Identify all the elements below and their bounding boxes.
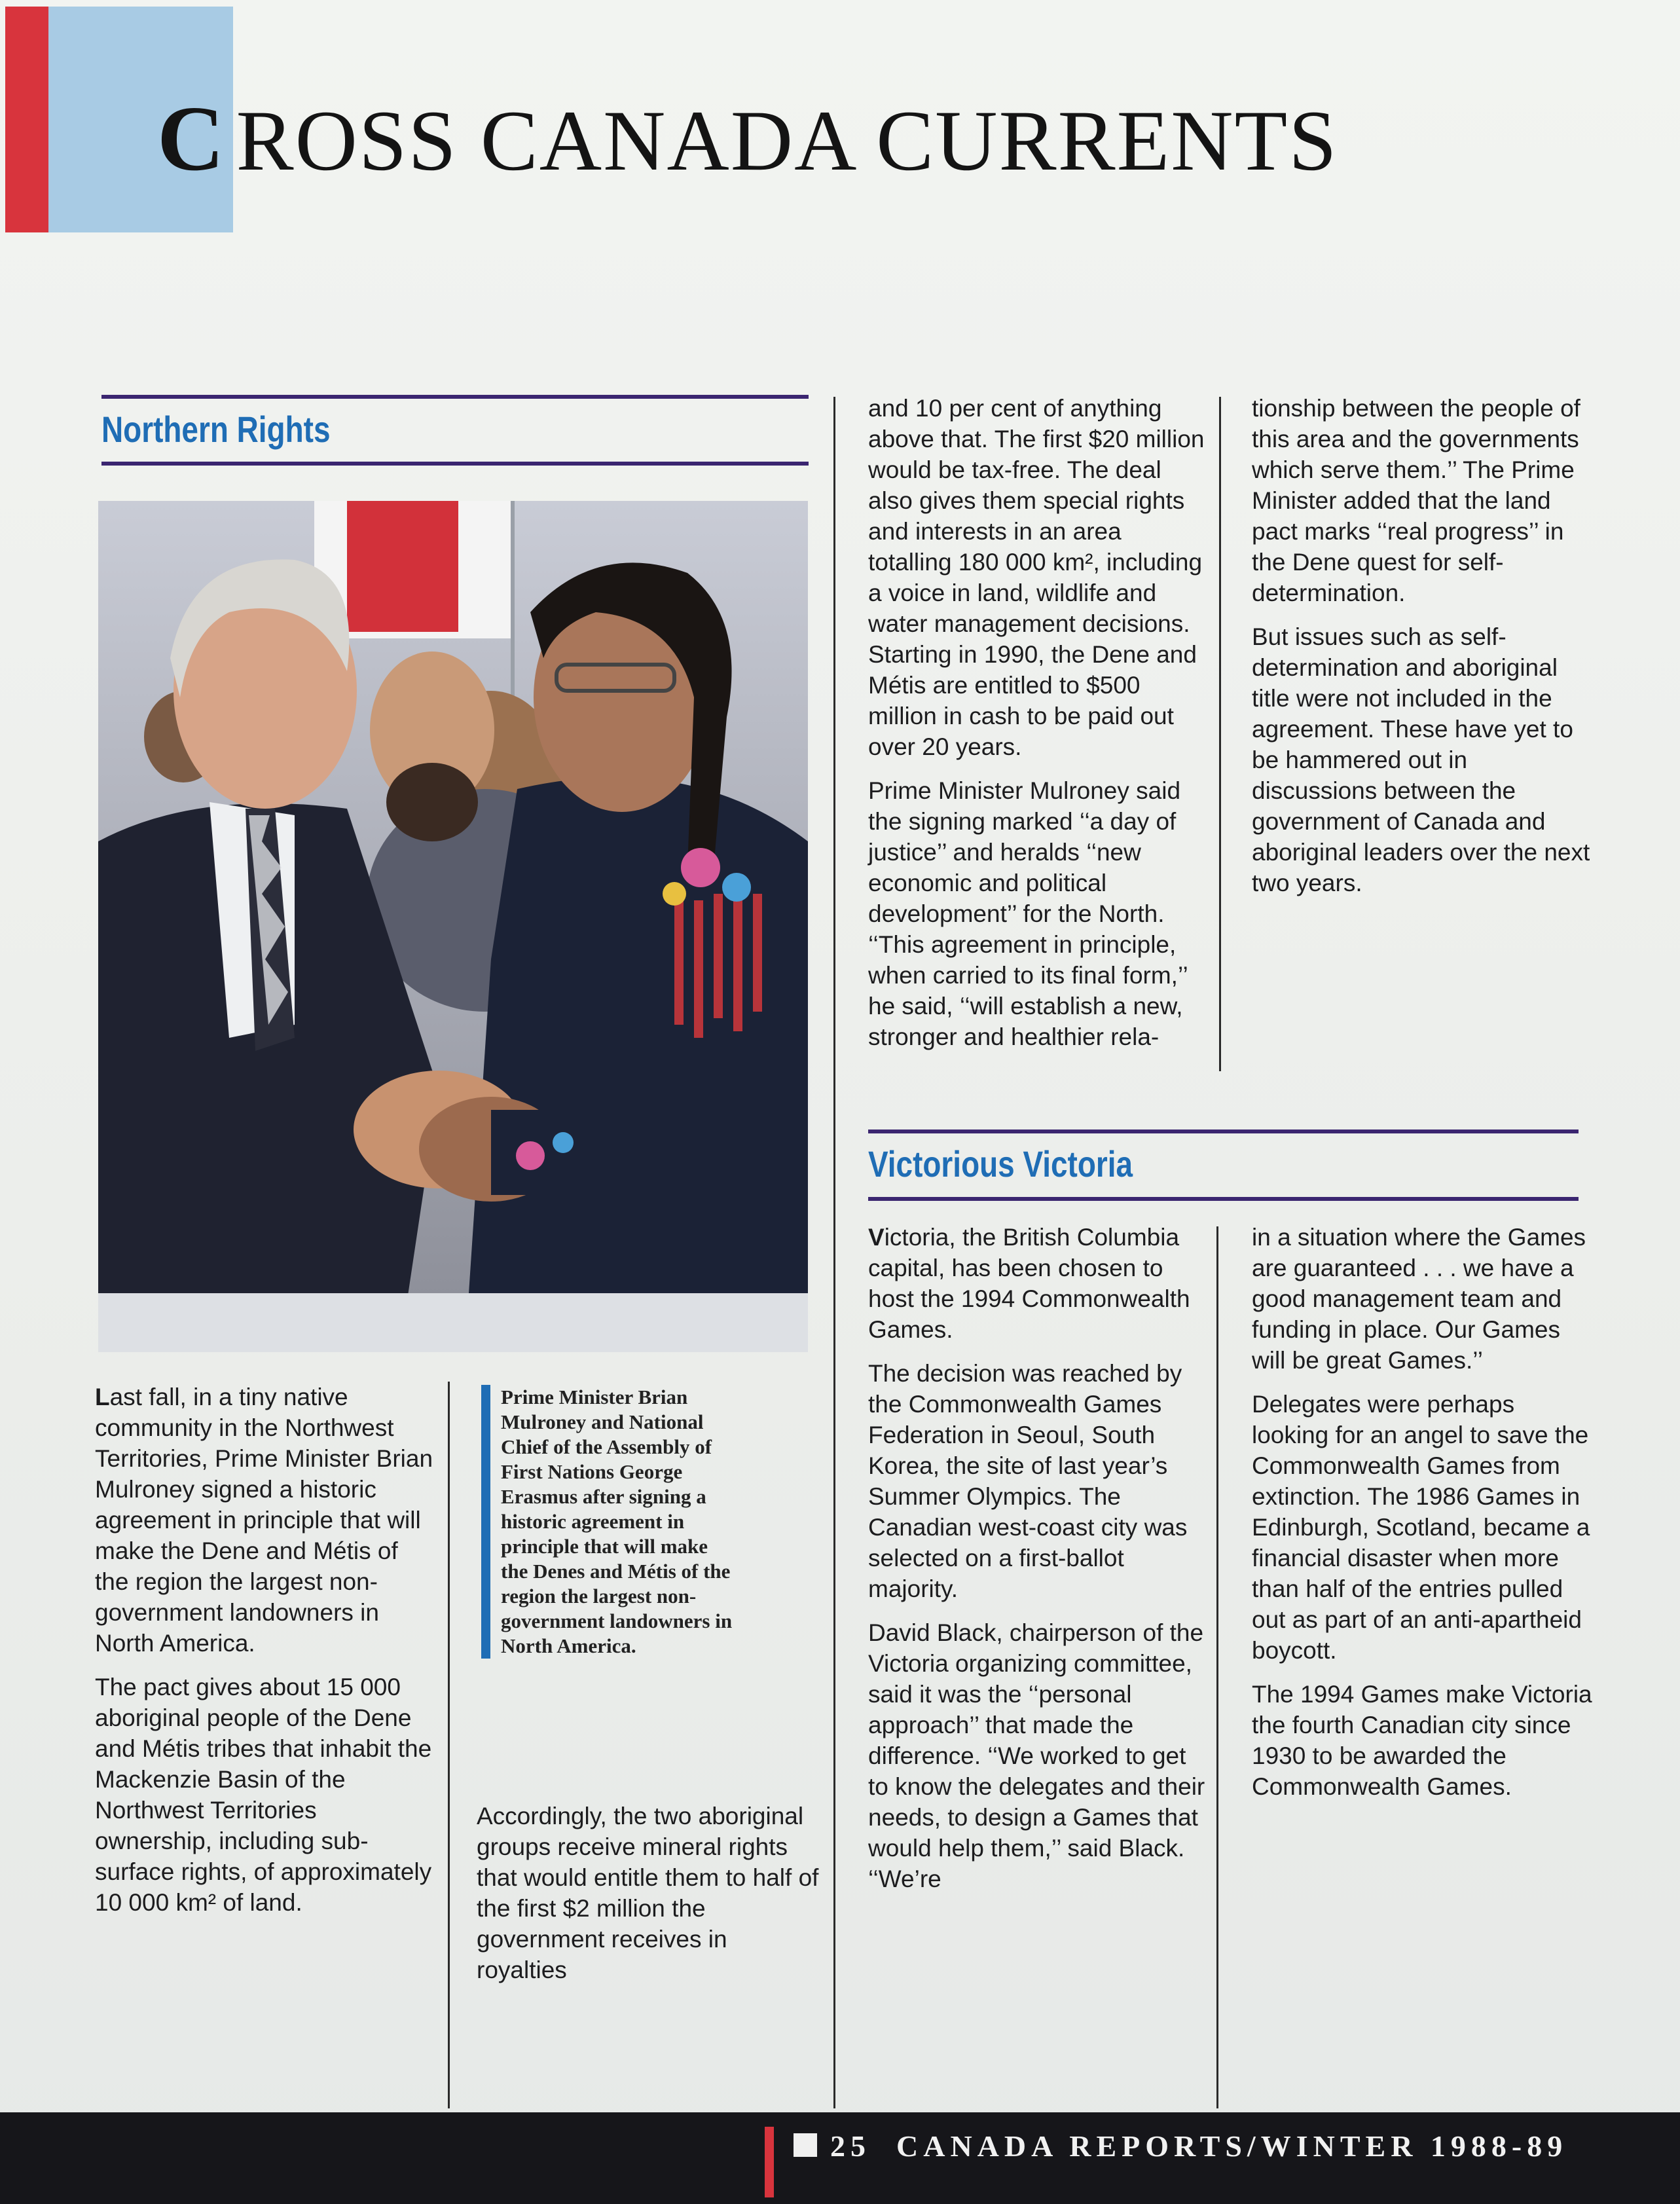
northern-rule-bottom [101, 462, 809, 466]
footer-text [830, 2128, 1567, 2165]
column-divider-1 [448, 1382, 450, 2108]
victoria-col2-para-2: Delegates were perhaps looking for an angel to save the Commonwealth Games from extinction. The 1986 Games in Edinburgh, Scotland, became a financial disaster when more than half of the entries pulled out as part of an anti-apartheid boycott. [1252, 1391, 1590, 1664]
photo-caption: Prime Minister Brian Mulroney and National Chief of the Assembly of First Nations George Erasmus after signing a historic agreement in principle that will make the Denes and Métis of the region the largest non-government landowners in North America. [481, 1385, 737, 1659]
northern-col3-para-1: and 10 per cent of anything above that. The first $20 million would be tax-free. The deal also gives them special rights and interests in an area totalling 180 000 km², including a voice in land, wildlife and water management decisions. Starting in 1990, the Dene and Métis are entitled to $500 million in cash to be paid out over 20 years. [868, 395, 1205, 760]
northern-col1-para-1-text: ast fall, in a tiny native community in the Northwest Territories, Prime Minister Brian Mulroney signed a historic agreement in principle that will make the Dene and Métis of the region the largest non-government landowners in North America. [95, 1384, 433, 1657]
victoria-column-1 [868, 1222, 1209, 1907]
northern-title: Northern Rights [101, 409, 331, 450]
northern-column-1 [95, 1382, 435, 1931]
northern-col1-para-2: The pact gives about 15 000 aboriginal people of the Dene and Métis tribes that inhabit the Mackenzie Basin of the Northwest Territories ownership, including sub-surface rights, of approximately 10 000 km² of land. [95, 1674, 432, 1916]
victoria-col1-para-2: The decision was reached by the Commonwealth Games Federation in Seoul, South Korea, the site of last year’s Summer Olympics. The Canadian west-coast city was selected on a first-ballot majority. [868, 1360, 1188, 1602]
column-divider-4 [1216, 1226, 1218, 2108]
northern-column-3 [868, 393, 1209, 1065]
handshake-photo [98, 501, 808, 1352]
victoria-col1-para-1-text: ictoria, the British Columbia capital, has been chosen to host the 1994 Commonwealth Games. [868, 1224, 1190, 1343]
masthead-red-bar [5, 7, 48, 232]
northern-col1-para-1 [95, 1382, 435, 1659]
victoria-col2-para-3: The 1994 Games make Victoria the fourth Canadian city since 1930 to be awarded the Commonwealth Games. [1252, 1681, 1592, 1800]
footer-page-number: 25 [830, 2129, 871, 2163]
victoria-column-2 [1252, 1222, 1592, 1815]
footer-square-icon [794, 2133, 817, 2157]
victoria-col2-para-1: in a situation where the Games are guaranteed . . . we have a good management team and funding in place. Our Games will be great Games.’’ [1252, 1224, 1586, 1374]
footer-red-mark [765, 2127, 774, 2197]
northern-column-4 [1252, 393, 1592, 911]
masthead-title [157, 86, 1338, 190]
victoria-rule-top [868, 1130, 1579, 1133]
victoria-dropcap: V [868, 1224, 885, 1251]
masthead-first-letter: C [157, 86, 226, 190]
victoria-title: Victorious Victoria [868, 1143, 1133, 1185]
masthead-rest: ROSS CANADA CURRENTS [236, 92, 1338, 189]
northern-col4-para-2: But issues such as self-determination and aboriginal title were not included in the agreement. These have yet to be hammered out in discussions between the government of Canada and aboriginal leaders over the next two years. [1252, 623, 1590, 896]
victoria-col1-para-1 [868, 1222, 1209, 1345]
northern-col4-para-1: tionship between the people of this area and the governments which serve them.’’ The Prime Minister added that the land pact marks ‘‘real progress’’ in the Dene quest for self-determination. [1252, 395, 1580, 606]
northern-dropcap: L [95, 1384, 110, 1410]
victoria-rule-bottom [868, 1197, 1579, 1201]
footer-publication: CANADA REPORTS/WINTER 1988-89 [896, 2129, 1568, 2163]
victoria-col1-para-3: David Black, chairperson of the Victoria organizing committee, said it was the ‘‘personal approach’’ that made the difference. ‘‘We worked to get to know the delegates and their needs, to design a Games that would help them,’’ said Black. ‘‘We’re [868, 1619, 1205, 1892]
column-divider-2 [833, 397, 835, 2108]
northern-column-2 [477, 1801, 820, 1998]
northern-rule-top [101, 395, 809, 399]
northern-col3-para-2: Prime Minister Mulroney said the signing marked ‘‘a day of justice’’ and heralds ‘‘new economic and political development’’ for the North. ‘‘This agreement in principle, when carried to its final form,’’ he said, ‘‘will establish a new, stronger and healthier rela- [868, 777, 1188, 1050]
handshake-photo-illustration [98, 501, 808, 1352]
column-divider-3 [1219, 397, 1221, 1071]
northern-col2-para-1: Accordingly, the two aboriginal groups receive mineral rights that would entitle them to half of the first $2 million the government receives in royalties [477, 1803, 819, 1983]
